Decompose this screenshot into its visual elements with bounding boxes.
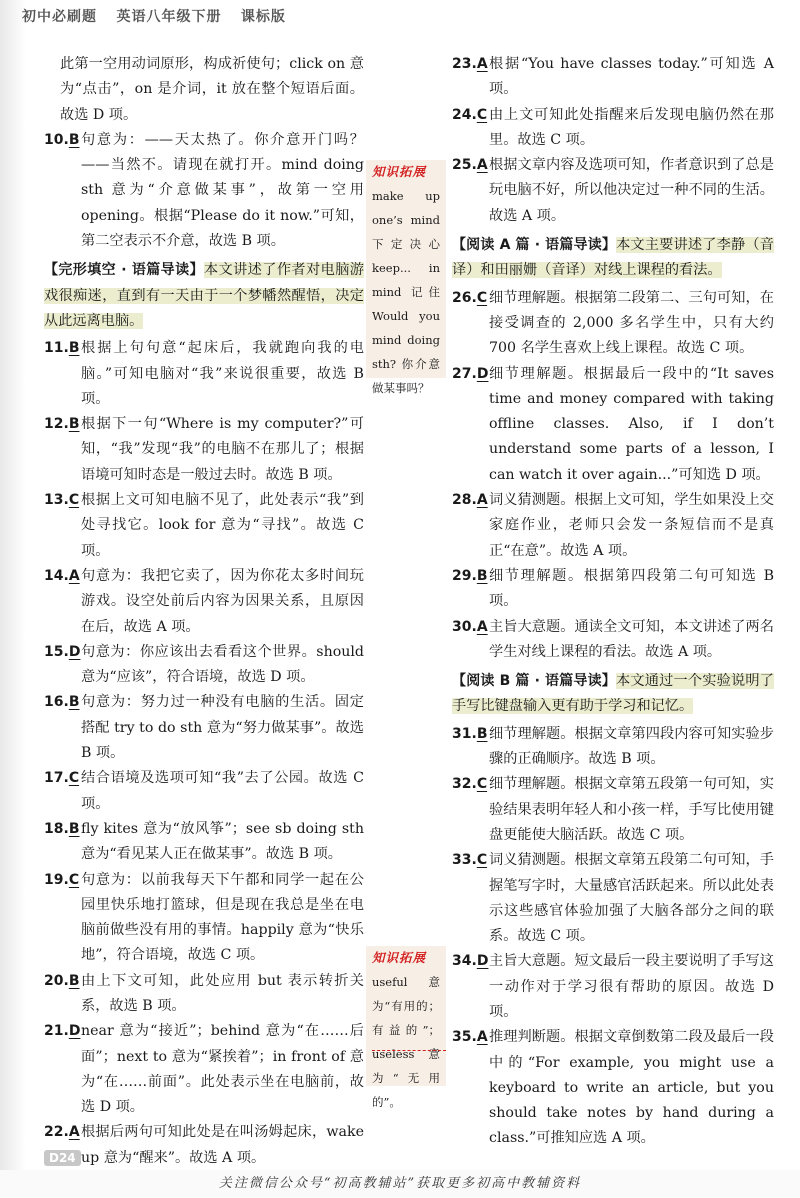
reading-b-guide-text: 本文通过一个实验说明了手写比键盘输入更有助于学习和记忆。 <box>452 673 774 715</box>
answer-item <box>44 690 364 766</box>
answer-letter: B <box>476 725 488 742</box>
answer-letter: A <box>476 618 488 635</box>
question-number: 16.B <box>44 694 80 711</box>
answer-item <box>44 766 364 817</box>
reading-b-guide <box>452 669 774 720</box>
answer-item <box>44 488 364 564</box>
answer-letter: A <box>476 1029 488 1046</box>
knowledge-box-1 <box>366 160 446 395</box>
explanation: 词义猜测题。根据上文可知，学生如果没上交家庭作业，老师只会发一条短信而不是真正“在意”。故选 A 项。 <box>489 492 774 559</box>
question-number: 35.A <box>452 1029 488 1046</box>
right-column <box>452 52 774 1152</box>
left-answer-list <box>44 336 364 1171</box>
explanation: 词义猜测题。根据文章第五段第二句可知，手握笔写字时，大量感官活跃起来。所以此处表示这些感官体验加强了大脑各部分之间的联系。故选 C 项。 <box>489 852 774 945</box>
question-number: 29.B <box>452 567 488 584</box>
explanation: 根据后两句可知此处是在叫汤姆起床，wake up 意为“醒来”。故选 A 项。 <box>81 1124 364 1166</box>
knowledge-box-title: 知识拓展 <box>372 950 427 965</box>
answer-letter: A <box>68 1124 80 1141</box>
question-number: 17.C <box>44 770 80 787</box>
question-number: 28.A <box>452 492 488 509</box>
continued-explanation: 此第一空用动词原形，构成祈使句；click on 意为“点击”，on 是介词，it 放在整个短语后面。故选 D 项。 <box>60 56 364 123</box>
question-number: 24.C <box>452 106 488 123</box>
explanation: 根据上文可知电脑不见了，此处表示“我”到处寻找它。look for 意为“寻找”。故选 C 项。 <box>81 492 364 559</box>
answer-item <box>452 564 774 615</box>
answer-item <box>44 817 364 868</box>
left-column <box>44 52 364 1171</box>
answer-item <box>44 640 364 691</box>
header-edition: 课标版 <box>240 9 286 25</box>
explanation: 细节理解题。根据文章第四段内容可知实验步骤的正确顺序。故选 B 项。 <box>489 725 774 768</box>
explanation: 句意为：——天太热了。你介意开门吗？——当然不。请现在就打开。mind doing sth 意为“介意做某事”，故第一空用 opening。根据“Please do it now.”可知，第二空表示不介意，故选 B 项。 <box>81 131 364 250</box>
answer-letter: B <box>68 340 80 357</box>
question-number: 27.D <box>452 365 489 382</box>
cloze-guide-tag: 【完形填空 · 语篇导读】 <box>44 262 204 279</box>
knowledge-box-text: useful 意为“有用的；有益的”；useless 意为“无用的”。 <box>372 975 440 1109</box>
knowledge-box-2 <box>366 946 446 1109</box>
explanation: 由上文可知此处指醒来后发现电脑仍然在那里。故选 C 项。 <box>489 106 774 148</box>
explanation: 根据下一句“Where is my computer?”可知，“我”发现“我”的电脑不在那儿了；根据语境可知时态是一般过去时。故选 B 项。 <box>81 416 364 483</box>
header-subject: 英语八年级下册 <box>116 9 222 25</box>
question-number: 22.A <box>44 1124 80 1141</box>
footer-note: 关注微信公众号“初高教辅站”获取更多初高中教辅资料 <box>0 1170 800 1198</box>
explanation: 句意为：努力过一种没有电脑的生活。固定搭配 try to do sth 意为“努力做某事”。故选 B 项。 <box>81 694 364 762</box>
answer-letter: A <box>476 56 488 72</box>
answer-letter: C <box>68 492 80 509</box>
question-number: 10.B <box>44 131 80 148</box>
answer-item <box>452 153 774 229</box>
explanation: 由上下文可知，此处应用 but 表示转折关系，故选 B 项。 <box>81 972 364 1014</box>
explanation: 细节理解题。根据文章第五段第一句可知，实验结果表明年轻人和小孩一样，手写比使用键盘更能使大脑活跃。故选 C 项。 <box>489 776 774 843</box>
answer-letter: C <box>68 770 80 787</box>
answer-item <box>44 1019 364 1120</box>
answer-item <box>452 103 774 154</box>
question-number: 34.D <box>452 953 489 970</box>
answer-letter: C <box>68 871 80 888</box>
answer-item <box>44 336 364 412</box>
answer-letter: A <box>476 492 488 509</box>
explanation: fly kites 意为“放风筝”；see sb doing sth 意为“看见某人正在做某事”。故选 B 项。 <box>81 820 364 863</box>
question-number: 32.C <box>452 776 488 793</box>
reading-b-guide-tag: 【阅读 B 篇 · 语篇导读】 <box>452 673 616 690</box>
question-number: 14.A <box>44 567 80 584</box>
explanation: 句意为：以前我每天下午都和同学一起在公园里快乐地打篮球，但是现在我总是坐在电脑前做些没有用的事情。happily 意为“快乐地”，符合语境，故选 C 项。 <box>81 871 364 964</box>
question-number: 30.A <box>452 618 488 635</box>
answer-item-10 <box>44 128 364 254</box>
question-number: 12.B <box>44 416 80 433</box>
knowledge-box-text: make up one’s mind 下定决心 keep... in mind 记住 Would you mind doing sth? 你介意做某事吗？ <box>372 189 440 395</box>
explanation: 结合语境及选项可知“我”去了公园。故选 C 项。 <box>81 770 364 812</box>
question-number: 23.A <box>452 56 488 72</box>
answer-letter: D <box>476 365 489 382</box>
cloze-guide <box>44 258 364 334</box>
explanation: 句意为：你应该出去看看这个世界。should 意为“应该”，符合语境，故选 D 项。 <box>81 643 364 686</box>
answer-item <box>44 564 364 640</box>
explanation: 根据“You have classes today.”可知选 A 项。 <box>489 56 774 98</box>
answer-item <box>44 969 364 1020</box>
answer-letter: B <box>476 567 488 584</box>
cloze-guide-text: 本文讲述了作者对电脑游戏很痴迷，直到有一天由于一个梦幡然醒悟，决定从此远离电脑。 <box>44 262 364 329</box>
question-number: 15.D <box>44 643 81 660</box>
right-answer-list-1 <box>452 52 774 229</box>
answer-item <box>452 848 774 949</box>
reading-a-guide <box>452 233 774 284</box>
explanation: 细节理解题。根据第四段第二句可知选 B 项。 <box>489 567 774 610</box>
answer-letter: C <box>476 776 488 793</box>
question-number: 19.C <box>44 871 80 888</box>
right-answer-list-2 <box>452 286 774 665</box>
right-answer-list-3 <box>452 722 774 1152</box>
answer-letter: C <box>476 106 488 123</box>
question-number: 21.D <box>44 1023 81 1040</box>
question-number: 18.B <box>44 820 80 837</box>
question-number: 13.C <box>44 492 80 509</box>
explanation: near 意为“接近”；behind 意为“在……后面”；next to 意为“紧挨着”；in front of 意为“在……前面”。此处表示坐在电脑前，故选 D 项。 <box>81 1023 364 1116</box>
answer-item <box>44 412 364 488</box>
answer-letter: D <box>68 643 81 660</box>
answer-letter: B <box>68 694 80 711</box>
reading-a-guide-tag: 【阅读 A 篇 · 语篇导读】 <box>452 237 617 254</box>
answer-item <box>452 722 774 773</box>
answer-letter: C <box>476 289 488 306</box>
answer-item <box>452 488 774 564</box>
page-edge-shadow <box>0 0 26 1170</box>
answer-item <box>452 362 774 488</box>
answer-letter: A <box>476 157 488 174</box>
explanation: 根据上句句意“起床后，我就跑向我的电脑。”可知电脑对“我”来说很重要，故选 B 项。 <box>81 340 364 407</box>
question-number: 11.B <box>44 340 80 357</box>
answer-item <box>452 949 774 1025</box>
answer-item <box>452 286 774 362</box>
answer-item <box>452 772 774 848</box>
answer-item <box>44 868 364 969</box>
answer-item <box>44 1120 364 1171</box>
question-number: 31.B <box>452 725 488 742</box>
explanation: 句意为：我把它卖了，因为你花太多时间玩游戏。设空处前后内容为因果关系，且原因在后，故选 A 项。 <box>81 567 364 635</box>
question-number: 33.C <box>452 852 488 869</box>
header-book: 初中必刷题 <box>22 9 97 25</box>
answer-item <box>452 52 774 103</box>
knowledge-box-title: 知识拓展 <box>372 164 427 179</box>
answer-letter: B <box>68 972 80 989</box>
answer-letter: D <box>476 953 489 970</box>
answer-letter: B <box>68 416 80 433</box>
answer-item <box>452 615 774 666</box>
explanation: 根据文章内容及选项可知，作者意识到了总是玩电脑不好，所以他决定过一种不同的生活。故选 A 项。 <box>489 157 774 224</box>
answer-letter: D <box>68 1023 81 1040</box>
dashed-pointer <box>372 1050 446 1051</box>
question-number: 20.B <box>44 972 80 989</box>
page-header <box>22 6 300 26</box>
answer-letter: C <box>476 852 488 869</box>
explanation: 主旨大意题。通读全文可知，本文讲述了两名学生对线上课程的看法。故选 A 项。 <box>489 618 774 660</box>
question-number: 25.A <box>452 157 488 174</box>
explanation: 细节理解题。根据最后一段中的“It saves time and money compared with taking offline classes. Also, if I don’t understand some parts of a lesson, I can watch it over again...”可知选 D 项。 <box>489 365 774 483</box>
explanation: 推理判断题。根据文章倒数第二段及最后一段中的“For example, you might use a keyboard to write an article, but you should take notes by hand during a class.”可推知应选 A 项。 <box>489 1029 774 1147</box>
answer-letter: B <box>68 820 80 837</box>
explanation: 主旨大意题。短文最后一段主要说明了手写这一动作对于学习很有帮助的原因。故选 D 项。 <box>489 953 774 1020</box>
reading-a-guide-text: 本文主要讲述了李静（音译）和田丽姗（音译）对线上课程的看法。 <box>452 237 774 279</box>
page-number: D24 <box>44 1150 81 1166</box>
explanation: 细节理解题。根据第二段第二、三句可知，在接受调查的 2,000 多名学生中，只有大约 700 名学生喜欢上线上课程。故选 C 项。 <box>489 289 774 357</box>
question-number: 26.C <box>452 289 488 306</box>
answer-letter: A <box>68 567 80 584</box>
answer-item <box>452 1025 774 1151</box>
